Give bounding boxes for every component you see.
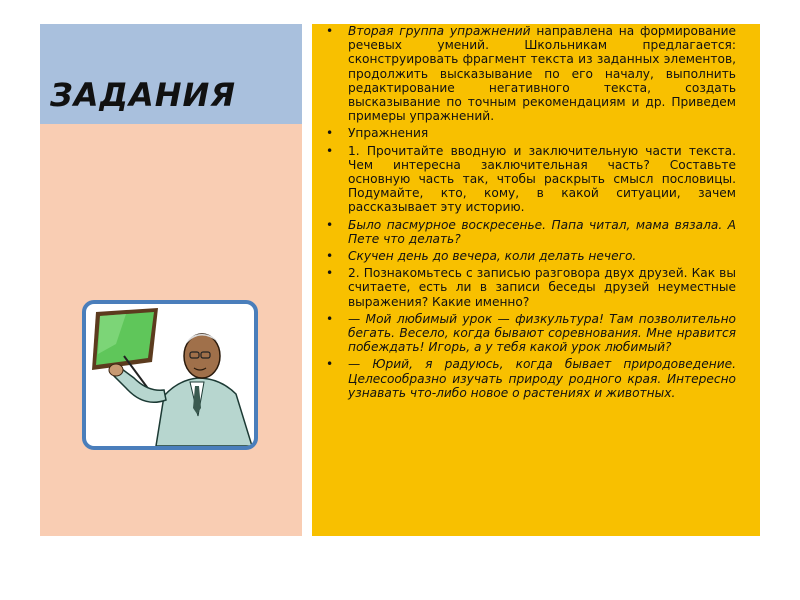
bullet-icon: • — [326, 357, 334, 372]
list-item: • Вторая группа упражнений направлена на формирование речевых умений. Школьникам предлагается: сконструировать фрагмент текста из заданных элементов, продолжить высказывание по его началу, выполнить редактирование негативного текста, создать высказывание по точным рекомендациям и др. Приведем примеры упражнений. — [326, 24, 736, 124]
list-item: • 1. Прочитайте вводную и заключительную части текста. Чем интересна заключительная часть? Составьте основную часть так, чтобы раскрыть смысл пословицы. Подумайте, кто, кому, в какой ситуации, зачем рассказывает эту историю. — [326, 143, 736, 215]
list-item: • 2. Познакомьтесь с записью разговора двух друзей. Как вы считаете, есть ли в записи беседы друзей неуместные выражения? Какие именно? — [326, 266, 736, 309]
teacher-at-board-icon — [86, 304, 254, 446]
list-item: • — Юрий, я радуюсь, когда бывает природоведение. Целесообразно изучать природу родного края. Интересно узнавать что-либо новое о растениях и животных. — [326, 357, 736, 400]
list-item: • Упражнения — [326, 126, 429, 141]
bullet-icon: • — [326, 249, 334, 264]
bullet-icon: • — [326, 311, 334, 326]
list-item: • Было пасмурное воскресенье. Папа читал, мама вязала. А Пете что делать? — [326, 217, 736, 246]
content-list — [326, 24, 736, 403]
bullet-icon: • — [326, 266, 334, 281]
slide-title: ЗАДАНИЯ — [50, 76, 236, 114]
teacher-illustration-frame — [82, 300, 258, 450]
bullet-icon: • — [326, 24, 334, 38]
content-panel — [312, 24, 760, 536]
bullet-icon: • — [326, 143, 334, 158]
list-item: • Скучен день до вечера, коли делать нечего. — [326, 249, 637, 264]
list-item: • — Мой любимый урок — физкультура! Там позволительно бегать. Весело, когда бывают соревнования. Мне нравится побеждать! Игорь, а у тебя какой урок любимый? — [326, 311, 736, 355]
bullet-icon: • — [326, 217, 334, 232]
bullet-icon: • — [326, 126, 334, 141]
